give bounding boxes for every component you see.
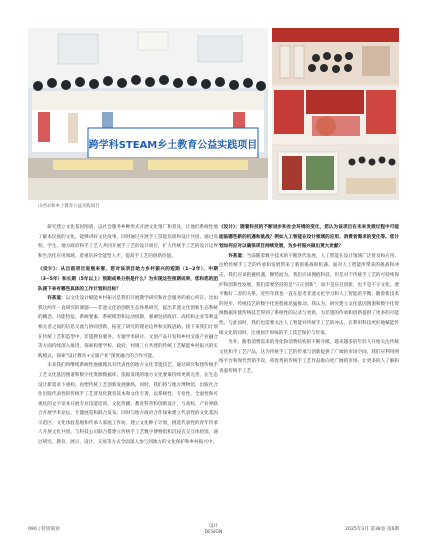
paragraph	[219, 252, 399, 338]
page-number-section: 090 | 特别策划	[28, 527, 60, 532]
journal-name: 设计	[208, 524, 219, 529]
article-column-left	[38, 223, 218, 448]
craft-collage-illustration	[272, 28, 399, 200]
interview-question: 《设计》：随着科技的不断进步和社会环境的变化，您认为该项目在未来发展过程中可能面临哪些新的机遇和挑战？例如人工智能在设计领域的应用、消费者需求的变化等。您计划如何应对以确保项目持续发展，为乡村振兴做出更大贡献？	[219, 225, 399, 250]
interview-question: 《设计》：从目前项目进展来看，您对该项目助力乡村振兴的短期（1~2年）、中期（3~5年）和长期（5年以上）预期成果分别是什么？为实现这些预期成果，您和您的团队接下来有哪些具体的工作计划和目标？	[38, 267, 218, 292]
paragraph: 未来我们将继续系统性地梳理具有代表性的地方文化非遗技艺，通过研究和建传统手工艺文化基因图谱和数字化资源数据库，依据发现的地方文化要素持续更新完善，在生态设计新需求下重构、再塑传统工艺创新发展脉络，同时，我们将与地方博物馆、出版社合作出版代表性的传统手工艺普及化教育读本和文化专著，以系统性、专业性、全面性和可视化的文字读本开展专业技能培训、文化传播、教育科普和创新设计，与高校、产业界联合开展学术论坛、专题展览和联合发布，同时与地方政府合作探索建立代表性的文化基因示范区、文化体验基地和传承人家庭工作坊，建立文化种子计划，挑选代表性的青年传承人开展文化共创，与科技公司联合搭建立传统手工艺数字博物馆和沉浸式交互体验馆，通过研究、教育、展示、设计、交易等方式全面深入参与到地方的文化保护和乡村振兴中。	[38, 363, 218, 446]
answer-text: 以文化设计赋能乡村振兴是我们开展教学研究和社会服务的重心所在。比如我这两年一直研究的课题——非遗文化的创新生态体系研究，提出非遗文化创新生态系统的概念、功能特征、系统要素、系统模型和运动机制，强调包括政府、高校和企业等利益相关者之间的信息交流与协同创新，拓宽了研究的理论边界和实践思路。接下来我们计划在传统工艺和造型中、非遗教育服务、专题学术研讨、文创产品开发和乡村文旅产业融合等方面持续深入推进，探索构建学校、政府、村镇三方共建的传统工艺赋能乡村振兴的实践模式，探索“设计教育+文旅产业”深度融合的合作可能。	[38, 296, 218, 359]
group-photo-illustration	[28, 28, 268, 200]
paragraph: 研究建立文化基因图谱，以社会服务乡种形式开展文化推广和普及，让他们系统性地了解本民族的文化，能够讲好文化故事。同时通过开展手工技能培训和设计共创，通过高校、学生、地方政府和手工艺人共同开展手工艺的设计项目，扩大传统手工艺的设计边界和生活化应用领域，着重培养全能型人才，提高手工艺的创新价值。	[38, 225, 218, 259]
paragraph	[38, 294, 218, 361]
figure-caption: 山西永和乡土教育公益实践项目	[38, 204, 100, 209]
page-footer	[28, 524, 399, 536]
answer-text: 当前随着数字技术的不断迭代发展，人工智能在设计领域广泛普及和应用，这给传统手工艺的传承和发展带来了新的挑战和机遇。面对人工智能所带来的挑战和冲击，我们应该把握机遇，顺势而为。我们应该拥抱科技，但是对于传统手工艺的可持续保护和创新性发展，我们需要坚持的是“守正创新”，而不是盲目创新，也不是不守文化，要平衡好二者的关系。近些年我也一直在思考非遗文化学习和人工智能的平衡，随着新技术的进步，传统技艺的数字化进程被迅猛推动。我认为，研究建立文化基因图谱和数字化资源数据库使传统技艺得到了系统性的记录与更新，为非遗的传承和创新提供了更多的可能性。与此同时，我们也需要关注人工智能对传统手工艺的冲击，在利用科技更好地赋能传统文化的同时，注重原汁原味的手工技艺保护与传承。	[219, 253, 399, 336]
paragraph: 另外，随着消费需求的变化和消费结构的不断升级，越来越多的年轻人开始关注传统文化和手工艺产品，这为传统手工艺的传承与创新提供了广阔的市场空间，我们应利用网络平台和现代营销手段，将优秀的传统手工艺作品推向更广阔的市场，让更多的人了解和喜爱传统手工艺。	[219, 340, 399, 374]
banner-text: 跨学科STEAM乡土教育公益实践项目	[88, 140, 258, 151]
speaker-label: 许甚道：	[228, 253, 247, 259]
journal-name-en: DESIGN	[204, 529, 223, 535]
craft-collage-photo	[272, 28, 399, 200]
speaker-label: 许甚道：	[47, 296, 66, 302]
group-photo	[28, 28, 268, 200]
issue-info: 2025年3月 第38卷 第6期	[345, 527, 399, 532]
journal-logo	[28, 524, 399, 535]
article-column-right	[219, 223, 399, 377]
